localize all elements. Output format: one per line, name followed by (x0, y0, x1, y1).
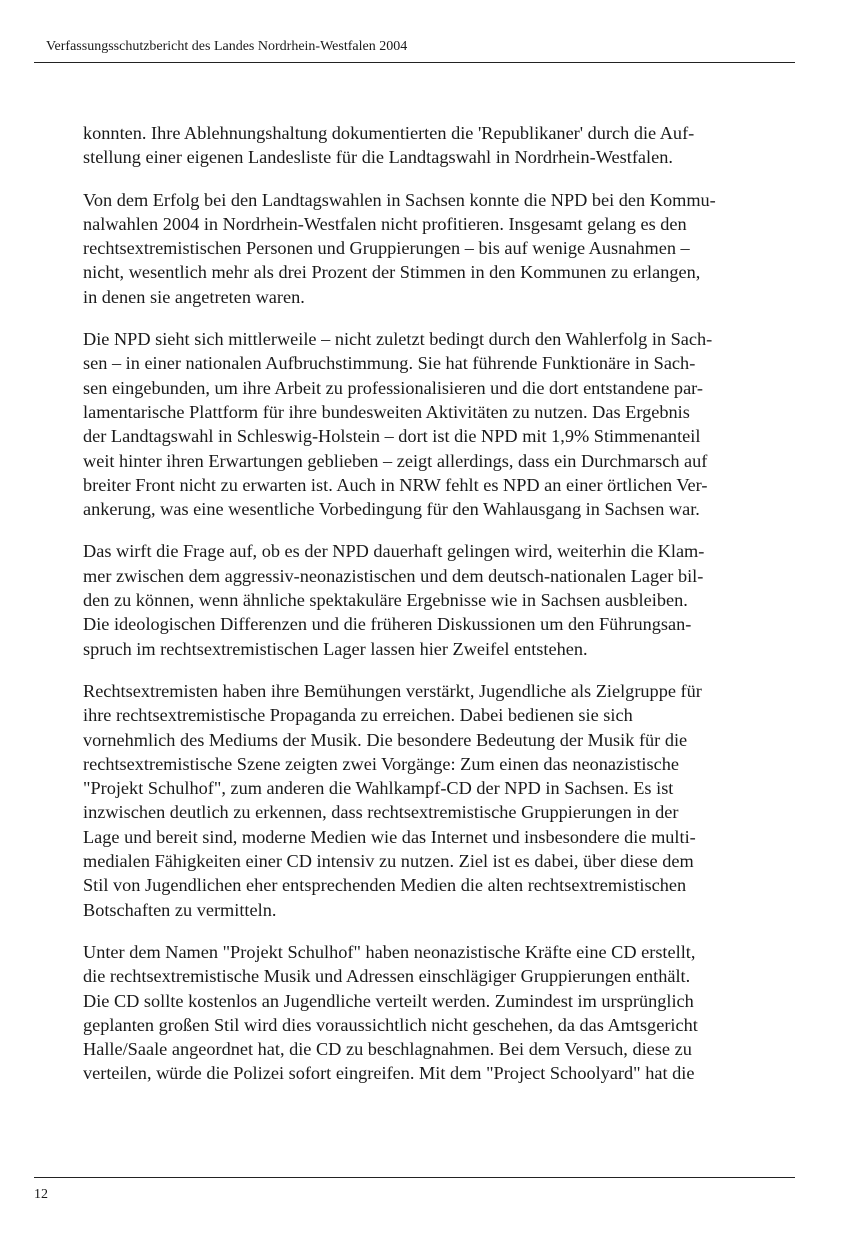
footer-divider (34, 1177, 795, 1178)
text-line: Lage und bereit sind, moderne Medien wie das Internet und insbesondere die multi- (83, 826, 696, 847)
text-line: Rechtsextremisten haben ihre Bemühungen verstärkt, Jugendliche als Zielgruppe für (83, 680, 702, 701)
text-line: vornehmlich des Mediums der Musik. Die besondere Bedeutung der Musik für die (83, 729, 688, 750)
text-line: in denen sie angetreten waren. (83, 286, 305, 307)
text-line: den zu können, wenn ähnliche spektakuläre Ergebnisse wie in Sachsen ausbleiben. (83, 590, 688, 611)
text-line: ankerung, was eine wesentliche Vorbedingung für den Wahlausgang in Sachsen war. (83, 499, 700, 520)
paragraph (83, 188, 795, 309)
text-line: geplanten großen Stil wird dies voraussichtlich nicht geschehen, da das Amtsgericht (83, 1014, 698, 1035)
paragraph (83, 940, 795, 1086)
text-line: nalwahlen 2004 in Nordrhein-Westfalen nicht profitieren. Insgesamt gelang es den (83, 213, 687, 234)
text-line: konnten. Ihre Ablehnungshaltung dokumentierten die 'Republikaner' durch die Auf- (83, 123, 695, 143)
text-line: stellung einer eigenen Landesliste für die Landtagswahl in Nordrhein-Westfalen. (83, 147, 673, 168)
text-line: rechtsextremistische Szene zeigten zwei Vorgänge: Zum einen das neonazistische (83, 753, 679, 774)
text-line: "Projekt Schulhof", zum anderen die Wahlkampf-CD der NPD in Sachsen. Es ist (83, 778, 674, 799)
text-line: Halle/Saale angeordnet hat, die CD zu beschlagnahmen. Bei dem Versuch, diese zu (83, 1039, 692, 1060)
text-line: ihre rechtsextremistische Propaganda zu erreichen. Dabei bedienen sie sich (83, 705, 633, 726)
text-line: Die ideologischen Differenzen und die früheren Diskussionen um den Führungsan- (83, 614, 692, 635)
text-line: der Landtagswahl in Schleswig-Holstein – dort ist die NPD mit 1,9% Stimmenanteil (83, 426, 701, 447)
paragraph (83, 539, 795, 660)
text-line: spruch im rechtsextremistischen Lager lassen hier Zweifel entstehen. (83, 638, 588, 659)
text-line: Stil von Jugendlichen eher entsprechenden Medien die alten rechtsextremistischen (83, 875, 687, 896)
text-line: die rechtsextremistische Musik und Adressen einschlägiger Gruppierungen enthält. (83, 966, 691, 987)
text-line: weit hinter ihren Erwartungen geblieben – zeigt allerdings, dass ein Durchmarsch auf (83, 450, 708, 471)
running-header-title: Verfassungsschutzbericht des Landes Nordrhein-Westfalen 2004 (46, 39, 408, 54)
text-line: breiter Front nicht zu erwarten ist. Auch in NRW fehlt es NPD an einer örtlichen Ver- (83, 474, 708, 495)
text-line: rechtsextremistischen Personen und Gruppierungen – bis auf wenige Ausnahmen – (83, 238, 690, 259)
text-line: Botschaften zu vermitteln. (83, 899, 277, 920)
paragraph (83, 121, 795, 170)
text-line: inzwischen deutlich zu erkennen, dass rechtsextremistische Gruppierungen in der (83, 802, 679, 823)
text-line: medialen Fähigkeiten einer CD intensiv zu nutzen. Ziel ist es dabei, über diese dem (83, 851, 694, 872)
text-line: Von dem Erfolg bei den Landtagswahlen in Sachsen konnte die NPD bei den Kommu- (83, 189, 716, 210)
text-line: Das wirft die Frage auf, ob es der NPD dauerhaft gelingen wird, weiterhin die Klam- (83, 541, 705, 562)
paragraph (83, 679, 795, 922)
text-line: Unter dem Namen "Projekt Schulhof" haben neonazistische Kräfte eine CD erstellt, (83, 941, 696, 962)
page-number: 12 (34, 1187, 48, 1202)
text-line: Die NPD sieht sich mittlerweile – nicht zuletzt bedingt durch den Wahlerfolg in Sach- (83, 329, 713, 350)
text-line: sen eingebunden, um ihre Arbeit zu professionalisieren und die dort entstandene par- (83, 377, 703, 398)
text-line: verteilen, würde die Polizei sofort eingreifen. Mit dem "Project Schoolyard" hat die (83, 1063, 695, 1084)
body-text (83, 121, 795, 1104)
text-line: mer zwischen dem aggressiv-neonazistischen und dem deutsch-nationalen Lager bil- (83, 565, 704, 586)
text-line: sen – in einer nationalen Aufbruchstimmung. Sie hat führende Funktionäre in Sach- (83, 353, 696, 374)
text-line: Die CD sollte kostenlos an Jugendliche verteilt werden. Zumindest im ursprünglich (83, 990, 694, 1011)
paragraph (83, 327, 795, 521)
text-line: nicht, wesentlich mehr als drei Prozent der Stimmen in den Kommunen zu erlangen, (83, 262, 701, 283)
text-line: lamentarische Plattform für ihre bundesweiten Aktivitäten zu nutzen. Das Ergebnis (83, 401, 690, 422)
header-divider (34, 62, 795, 63)
